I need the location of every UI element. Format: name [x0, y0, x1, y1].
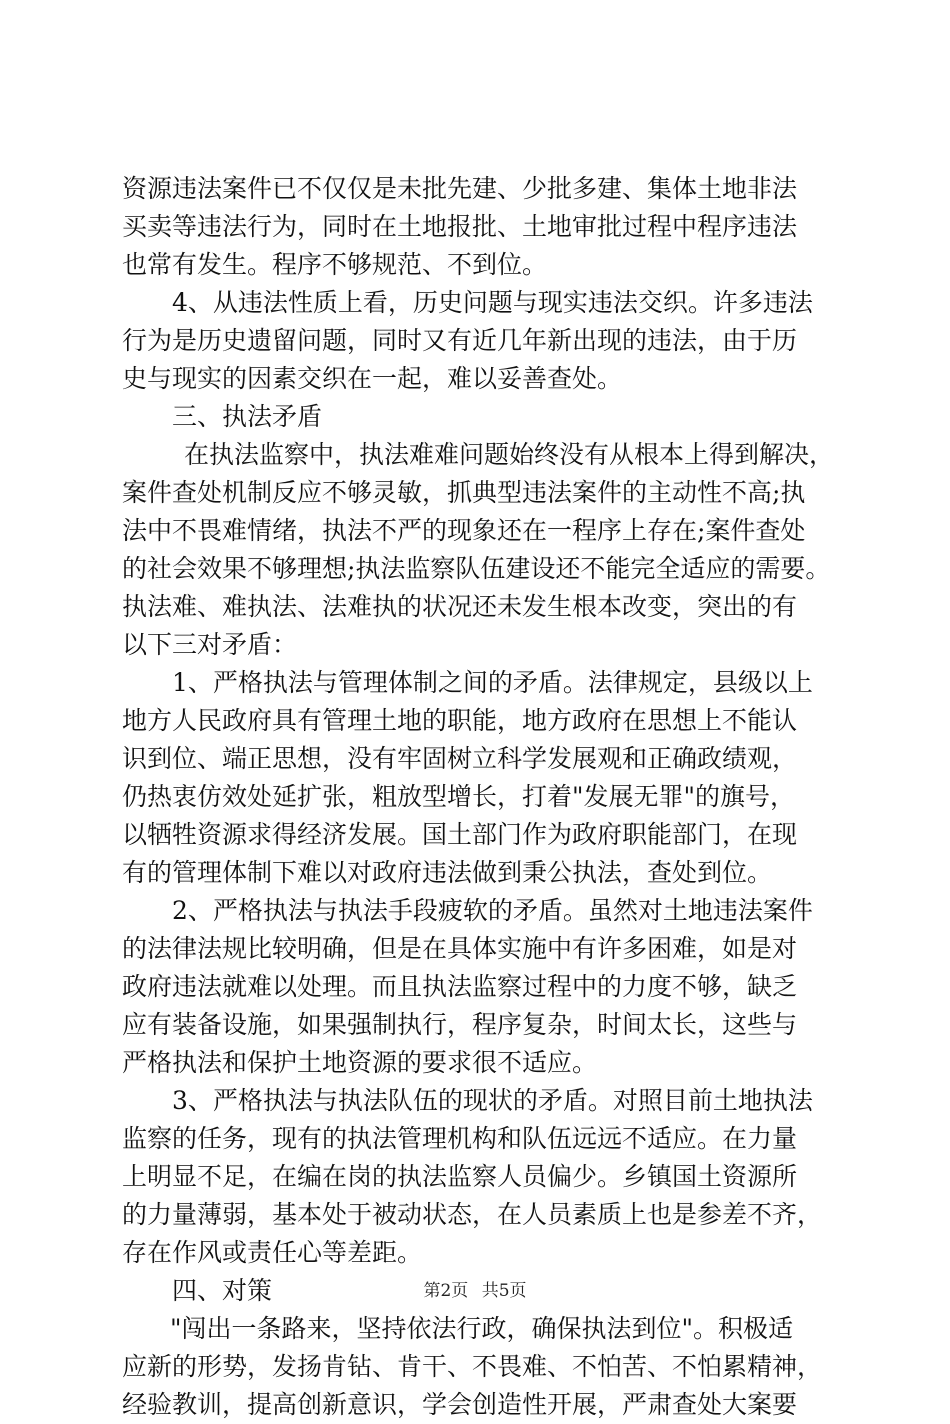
- paragraph-start: 4、从违法性质上看，历史问题与现实违法交织。许多违法: [172, 288, 813, 317]
- paragraph-start: 1、严格执法与管理体制之间的矛盾。法律规定，县级以上: [172, 668, 813, 697]
- text-line: 严格执法和保护土地资源的要求很不适应。: [122, 1048, 598, 1077]
- section-heading: 四、对策: [172, 1276, 273, 1305]
- text-line: 的法律法规比较明确，但是在具体实施中有许多困难，如是对: [122, 934, 798, 963]
- document-body: [122, 170, 842, 1424]
- page-number: 第2页: [423, 1281, 469, 1301]
- text-line: 行为是历史遗留问题，同时又有近几年新出现的违法，由于历: [122, 326, 798, 355]
- text-line: 政府违法就难以处理。而且执法监察过程中的力度不够，缺乏: [122, 972, 798, 1001]
- paragraph-start: "闯出一条路来，坚持依法行政，确保执法到位"。积极适: [170, 1314, 794, 1343]
- text-line: 有的管理体制下难以对政府违法做到秉公执法，查处到位。: [122, 858, 773, 887]
- page-total: 共5页: [481, 1281, 527, 1301]
- paragraph-start: 2、严格执法与执法手段疲软的矛盾。虽然对土地违法案件: [172, 896, 813, 925]
- text-line: 的力量薄弱，基本处于被动状态，在人员素质上也是参差不齐，: [122, 1200, 823, 1229]
- text-line: 地方人民政府具有管理土地的职能，地方政府在思想上不能认: [122, 706, 798, 735]
- text-line: 识到位、端正思想，没有牢固树立科学发展观和正确政绩观，: [122, 744, 798, 773]
- text-line: 经验教训，提高创新意识，学会创造性开展，严肃查处大案要: [122, 1390, 798, 1419]
- text-line: 应新的形势，发扬肯钻、肯干、不畏难、不怕苦、不怕累精神，: [122, 1352, 823, 1381]
- text-line: 执法难、难执法、法难执的状况还未发生根本改变，突出的有: [122, 592, 798, 621]
- text-line: 以牺牲资源求得经济发展。国土部门作为政府职能部门，在现: [122, 820, 798, 849]
- text-line: 史与现实的因素交织在一起，难以妥善查处。: [122, 364, 623, 393]
- text-line: 法中不畏难情绪，执法不严的现象还在一程序上存在;案件查处: [122, 516, 806, 545]
- section-heading: 三、执法矛盾: [172, 402, 323, 431]
- text-line: 应有装备设施，如果强制执行，程序复杂，时间太长，这些与: [122, 1010, 798, 1039]
- text-line: 也常有发生。程序不够规范、不到位。: [122, 250, 548, 279]
- text-line: 以下三对矛盾：: [122, 630, 298, 659]
- text-line: 买卖等违法行为，同时在土地报批、土地审批过程中程序违法: [122, 212, 798, 241]
- text-line: 存在作风或责任心等差距。: [122, 1238, 423, 1267]
- text-line: 案件查处机制反应不够灵敏，抓典型违法案件的主动性不高;执: [122, 478, 806, 507]
- text-line: 资源违法案件已不仅仅是未批先建、少批多建、集体土地非法: [122, 174, 798, 203]
- paragraph-start: 3、严格执法与执法队伍的现状的矛盾。对照目前土地执法: [172, 1086, 813, 1115]
- paragraph-start: 在执法监察中，执法难难问题始终没有从根本上得到解决，: [184, 440, 835, 469]
- page-footer: [0, 1276, 950, 1301]
- text-line: 上明显不足，在编在岗的执法监察人员偏少。乡镇国土资源所: [122, 1162, 798, 1191]
- text-line: 的社会效果不够理想;执法监察队伍建设还不能完全适应的需要。: [122, 554, 831, 583]
- text-line: 仍热衷仿效处延扩张，粗放型增长，打着"发展无罪"的旗号，: [122, 782, 796, 811]
- text-line: 监察的任务，现有的执法管理机构和队伍远远不适应。在力量: [122, 1124, 798, 1153]
